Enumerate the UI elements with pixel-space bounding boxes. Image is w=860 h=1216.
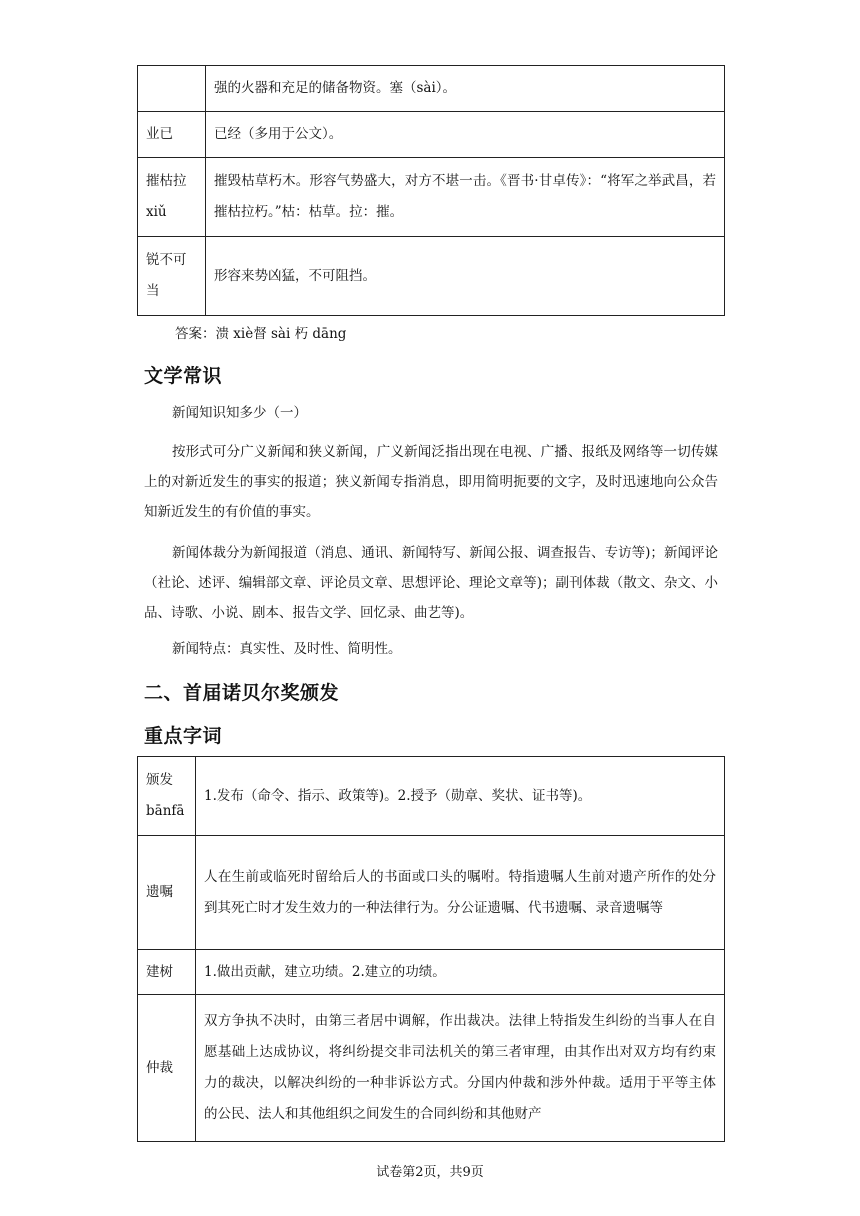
vocab-table-continued: [137, 65, 725, 316]
paragraph: 新闻特点：真实性、及时性、简明性。: [172, 641, 402, 657]
table-row: [138, 950, 725, 995]
definition-cell: 强的火器和充足的储备物资。塞（sài）。: [206, 66, 725, 112]
section-heading-nobel: 二、首届诺贝尔奖颁发: [144, 682, 340, 704]
table-row: [138, 112, 725, 158]
term-cell: 仲裁: [138, 995, 196, 1142]
page-footer: 试卷第2页，共9页: [376, 1165, 484, 1180]
term-cell: 锐不可当: [138, 237, 206, 316]
term-cell: 业已: [138, 112, 206, 158]
term-cell: [138, 66, 206, 112]
answer-line: 答案：溃 xiè督 sài 朽 dāng: [175, 326, 347, 342]
term-cell: 摧枯拉xiǔ: [138, 158, 206, 237]
term-cell: 建树: [138, 950, 196, 995]
paragraph: 按形式可分广义新闻和狭义新闻，广义新闻泛指出现在电视、广播、报纸及网络等一切传媒上的对新近发生的事实的报道；狭义新闻专指消息，即用简明扼要的文字，及时迅速地向公众告知新近发生的有价值的事实。: [144, 444, 718, 520]
table-row: [138, 237, 725, 316]
table-row: [138, 995, 725, 1142]
table-row: [138, 66, 725, 112]
definition-cell: 人在生前或临死时留给后人的书面或口头的嘱咐。特指遗嘱人生前对遗产所作的处分到其死亡时才发生效力的一种法律行为。分公证遗嘱、代书遗嘱、录音遗嘱等: [196, 836, 725, 950]
definition-cell: 双方争执不决时，由第三者居中调解，作出裁决。法律上特指发生纠纷的当事人在自愿基础上达成协议，将纠纷提交非司法机关的第三者审理，由其作出对双方均有约束力的裁决，以解决纠纷的一种非诉讼方式。分国内仲裁和涉外仲裁。适用于平等主体的公民、法人和其他组织之间发生的合同纠纷和其他财产: [196, 995, 725, 1142]
table-row: [138, 836, 725, 950]
term-cell: 颁发bānfā: [138, 757, 196, 836]
definition-cell: 1.做出贡献，建立功绩。2.建立的功绩。: [196, 950, 725, 995]
table-row: [138, 757, 725, 836]
definition-cell: 1.发布（命令、指示、政策等)。2.授予（勋章、奖状、证书等)。: [196, 757, 725, 836]
vocab-table-key-words: [137, 756, 725, 1142]
paragraph: 新闻体裁分为新闻报道（消息、通讯、新闻特写、新闻公报、调查报告、专访等)；新闻评论（社论、述评、编辑部文章、评论员文章、思想评论、理论文章等)；副刊体裁（散文、杂文、小品、诗歌、小说、剧本、报告文学、回忆录、曲艺等)。: [144, 545, 718, 621]
term-cell: 遗嘱: [138, 836, 196, 950]
definition-cell: 摧毁枯草朽木。形容气势盛大，对方不堪一击。《晋书·甘卓传》：“将军之举武昌，若摧枯拉朽。”枯：枯草。拉：摧。: [206, 158, 725, 237]
definition-cell: 形容来势凶猛，不可阻挡。: [206, 237, 725, 316]
definition-cell: 已经（多用于公文）。: [206, 112, 725, 158]
news-subtitle: 新闻知识知多少（一）: [172, 405, 307, 421]
subheading-key-words: 重点字词: [144, 725, 223, 747]
table-row: [138, 158, 725, 237]
section-heading-literature: 文学常识: [144, 365, 223, 387]
